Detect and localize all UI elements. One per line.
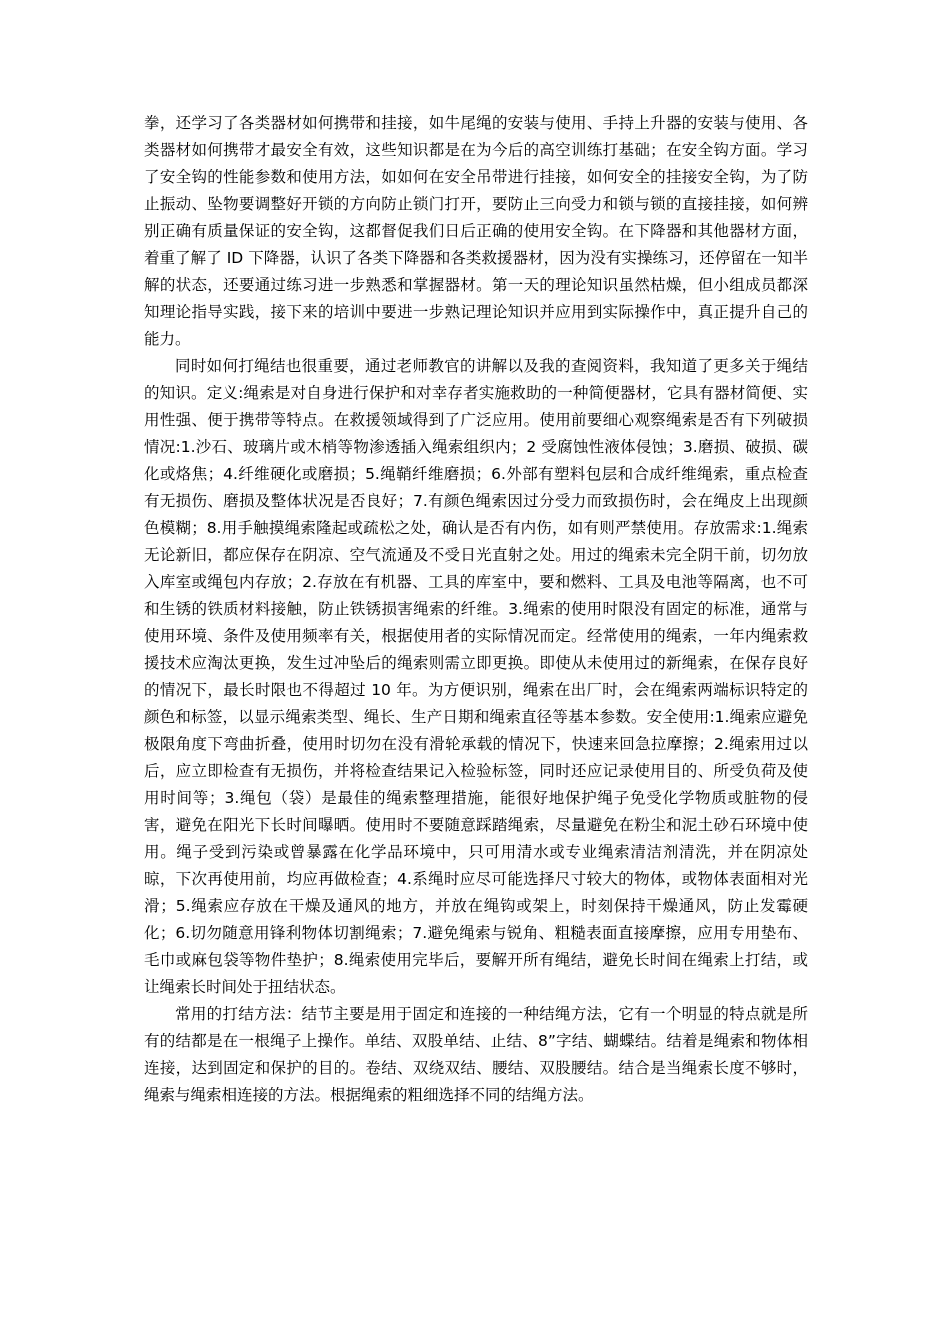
paragraph-rope-knowledge: 同时如何打绳结也很重要，通过老师教官的讲解以及我的查阅资料，我知道了更多关于绳结的知识。定义:绳索是对自身进行保护和对幸存者实施救助的一种简便器材，它具有器材简便、实用性强、便于携带等特点。在救援领域得到了广泛应用。使用前要细心观察绳索是否有下列破损情况:1.沙石、玻璃片或木梢等物渗透插入绳索组织内；2 受腐蚀性液体侵蚀；3.磨损、破损、碳化或烙焦；4.纤维硬化或磨损；5.绳鞘纤维磨损；6.外部有塑料包层和合成纤维绳索，重点检查有无损伤、磨损及整体状况是否良好；7.有颜色绳索因过分受力而致损伤时，会在绳皮上出现颜色模糊；8.用手触摸绳索隆起或疏松之处，确认是否有内伤，如有则严禁使用。存放需求:1.绳索无论新旧，都应保存在阴凉、空气流通及不受日光直射之处。用过的绳索未完全阴干前，切勿放入库室或绳包内存放；2.存放在有机器、工具的库室中，要和燃料、工具及电池等隔离，也不可和生锈的铁质材料接触，防止铁锈损害绳索的纤维。3.绳索的使用时限没有固定的标准，通常与使用环境、条件及使用频率有关，根据使用者的实际情况而定。经常使用的绳索，一年内绳索救援技术应淘汰更换，发生过冲坠后的绳索则需立即更换。即使从未使用过的新绳索，在保存良好的情况下，最长时限也不得超过 10 年。为方便识别，绳索在出厂时，会在绳索两端标识特定的颜色和标签，以显示绳索类型、绳长、生产日期和绳索直径等基本参数。安全使用:1.绳索应避免极限角度下弯曲折叠，使用时切勿在没有滑轮承载的情况下，快速来回急拉摩擦；2.绳索用过以后，应立即检查有无损伤，并将检查结果记入检验标签，同时还应记录使用目的、所受负荷及使用时间等；3.绳包（袋）是最佳的绳索整理措施，能很好地保护绳子免受化学物质或脏物的侵害，避免在阳光下长时间曝晒。使用时不要随意踩踏绳索，尽量避免在粉尘和泥土砂石环境中使用。绳子受到污染或曾暴露在化学品环境中，只可用清水或专业绳索清洁剂清洗，并在阴凉处晾，下次再使用前，均应再做检查；4.系绳时应尽可能选择尺寸较大的物体，或物体表面相对光滑；5.绳索应存放在干燥及通风的地方，并放在绳钩或架上，时刻保持干燥通风，防止发霉硬化；6.切勿随意用锋利物体切割绳索；7.避免绳索与锐角、粗糙表面直接摩擦，应用专用垫布、毛巾或麻包袋等物件垫护；8.绳索使用完毕后，要解开所有绳结，避免长时间在绳索上打结，或让绳索长时间处于扭结状态。 [144, 357, 808, 996]
paragraph-knot-methods: 常用的打结方法：结节主要是用于固定和连接的一种结绳方法，它有一个明显的特点就是所有的结都是在一根绳子上操作。单结、双股单结、止结、8”字结、蝴蝶结。结着是绳索和物体相连接，达到固定和保护的目的。卷结、双绕双结、腰结、双股腰结。结合是当绳索长度不够时，绳索与绳索相连接的方法。根据绳索的粗细选择不同的结绳方法。 [144, 1005, 808, 1104]
document-body [144, 110, 808, 1109]
paragraph-training-equipment: 拳，还学习了各类器材如何携带和挂接，如牛尾绳的安装与使用、手持上升器的安装与使用、各类器材如何携带才最安全有效，这些知识都是在为今后的高空训练打基础；在安全钩方面。学习了安全钩的性能参数和使用方法，如如何在安全吊带进行挂接，如何安全的挂接安全钩，为了防止振动、坠物要调整好开锁的方向防止锁门打开，要防止三向受力和锁与锁的直接挂接，如何辨别正确有质量保证的安全钩，这都督促我们日后正确的使用安全钩。在下降器和其他器材方面，着重了解了 ID 下降器，认识了各类下降器和各类救援器材，因为没有实操练习，还停留在一知半解的状态，还要通过练习进一步熟悉和掌握器材。第一天的理论知识虽然枯燥，但小组成员都深知理论指导实践，接下来的培训中要进一步熟记理论知识并应用到实际操作中，真正提升自己的能力。 [144, 114, 808, 348]
